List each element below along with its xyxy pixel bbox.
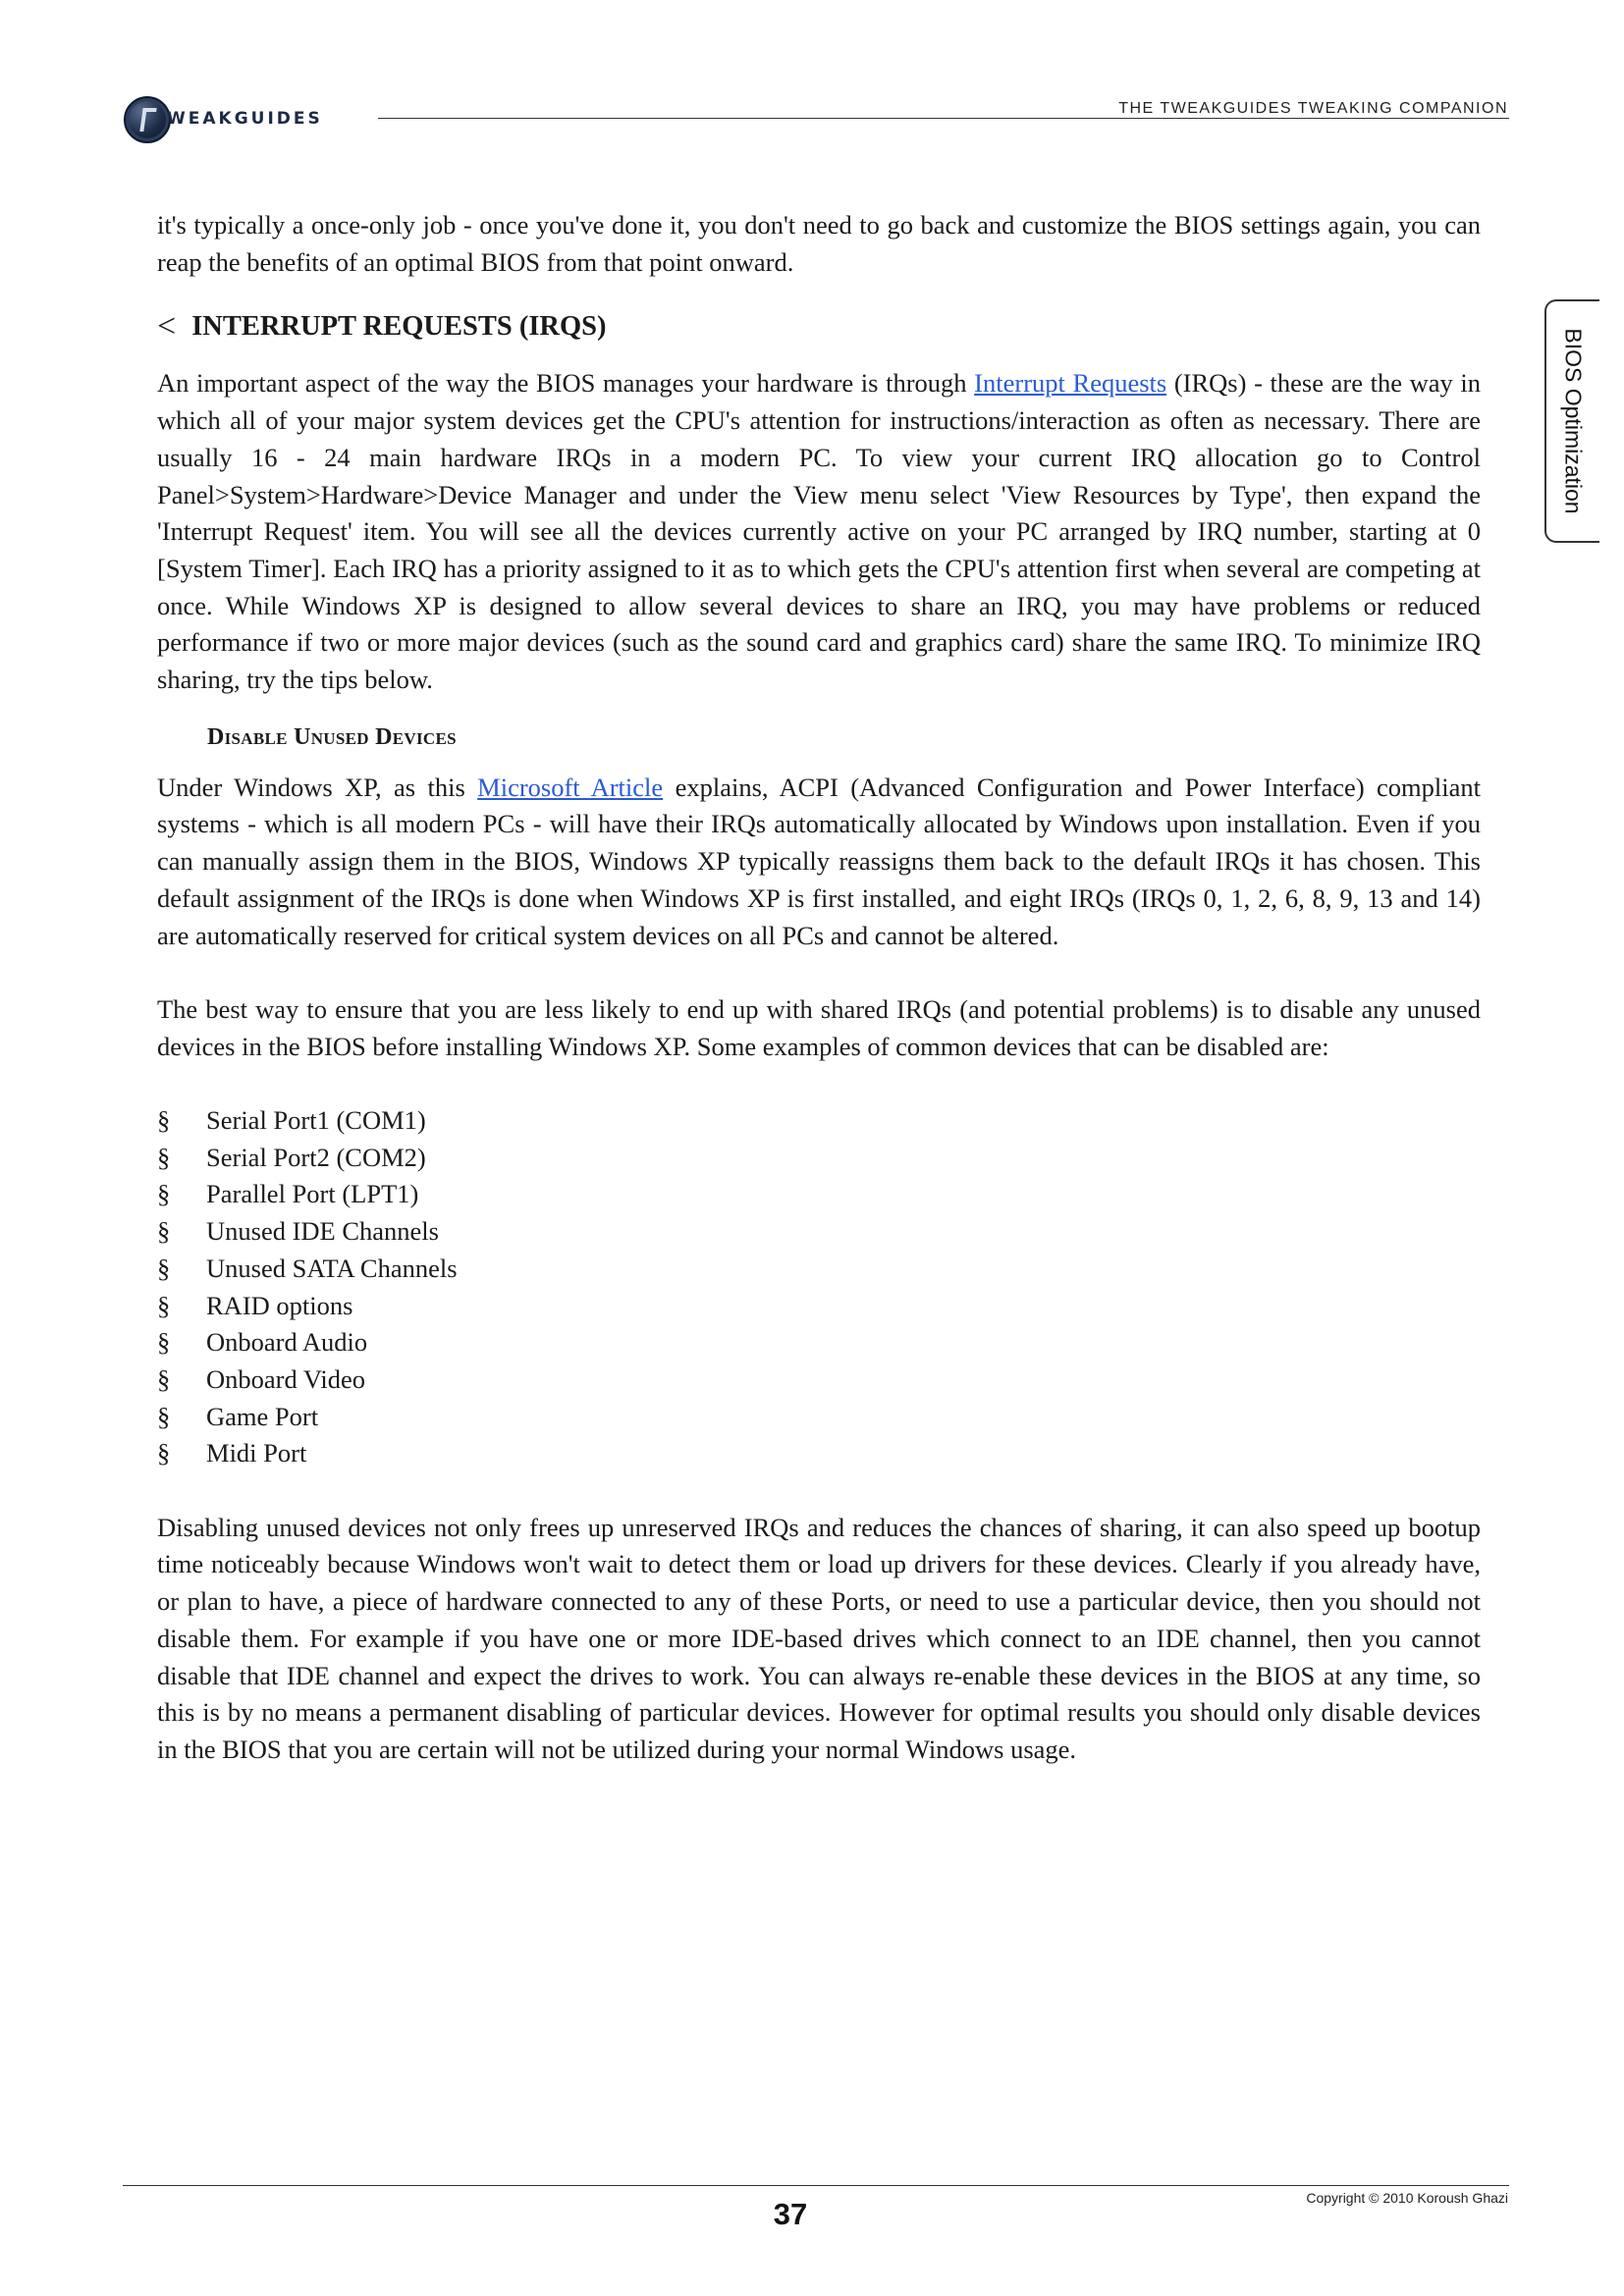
- device-list-item-label: Serial Port1 (COM1): [206, 1105, 426, 1136]
- device-list-item-label: Onboard Video: [206, 1363, 366, 1394]
- bullet-marker-icon: §: [157, 1290, 171, 1320]
- irq-paragraph-text-end: (IRQs) - these are the way in which all of your major system devices get the CPU's attention for instructions/interaction as often as necessary. There are usually 16 - 24 main hardware IRQs in a modern PC. To view your current IRQ allocation go to Control Panel>System>Hardware>Device Manager and under the View menu select 'View Resources by Type', then expand the 'Interrupt Request' item. You will see all the devices currently active on your PC arranged by IRQ number, starting at 0 [System Timer]. Each IRQ has a priority assigned to it as to which gets the CPU's attention first when several are competing at once. While Windows XP is designed to allow several devices to share an IRQ, you may have problems or reduced performance if two or more major devices (such as the sound card and graphics card) share the same IRQ. To minimize IRQ sharing, try the tips below.: [157, 368, 1481, 695]
- device-list-item: [157, 1213, 1481, 1251]
- device-list-item-label: Onboard Audio: [206, 1327, 368, 1358]
- device-list-item-label: Parallel Port (LPT1): [206, 1179, 419, 1209]
- bullet-marker-icon: §: [157, 1327, 171, 1358]
- header-title: THE TWEAKGUIDES TWEAKING COMPANION: [1118, 100, 1508, 117]
- device-list-item: [157, 1324, 1481, 1362]
- device-list-item: [157, 1251, 1481, 1288]
- bullet-marker-icon: §: [157, 1253, 171, 1283]
- chapter-side-tab: [1544, 299, 1599, 543]
- bullet-marker-icon: §: [157, 1105, 171, 1136]
- intro-paragraph: it's typically a once-only job - once you've done it, you don't need to go back and customize the BIOS settings again, you can reap the benefits of an optimal BIOS from that point onward.: [157, 210, 1481, 277]
- copyright-notice: Copyright © 2010 Koroush Ghazi: [1306, 2190, 1508, 2206]
- device-list-item: [157, 1140, 1481, 1177]
- bullet-marker-icon: §: [157, 1142, 171, 1172]
- bullet-marker-icon: §: [157, 1401, 171, 1431]
- acpi-paragraph-text-end: explains, ACPI (Advanced Configuration and Power Interface) compliant systems - which is all modern PCs - will have their IRQs automatically allocated by Windows upon installation. Even if you can manually assign them in the BIOS, Windows XP typically reassigns them back to the default IRQs it has chosen. This default assignment of the IRQs is done when Windows XP is first installed, and eight IRQs (IRQs 0, 1, 2, 6, 8, 9, 13 and 14) are automatically reserved for critical system devices on all PCs and cannot be altered.: [157, 772, 1482, 950]
- device-list-item: [157, 1362, 1481, 1399]
- logo-emblem-icon: [124, 96, 171, 143]
- benefits-paragraph: Disabling unused devices not only frees up unreserved IRQs and reduces the chances of sharing, it can also speed up bootup time noticeably because Windows won't wait to detect them or load up drivers for these devices. Clearly if you already have, or plan to have, a piece of hardware connected to any of these Ports, or need to use a particular device, then you should not disable them. For example if you have one or more IDE-based drives which connect to an IDE channel, then you cannot disable that IDE channel and expect the drives to work. You can always re-enable these devices in the BIOS at any time, so this is by no means a permanent disabling of particular devices. However for optimal results you should only disable devices in the BIOS that you are certain will not be utilized during your normal Windows usage.: [157, 1512, 1481, 1764]
- device-list: [157, 1102, 1481, 1472]
- microsoft-article-link[interactable]: Microsoft Article: [477, 772, 664, 802]
- header-rule: [378, 118, 1509, 119]
- subsection-heading: Disable Unused Devices: [207, 723, 457, 750]
- section-heading-text: INTERRUPT REQUESTS (IRQS): [191, 311, 607, 343]
- device-list-item: [157, 1102, 1481, 1140]
- device-list-item: [157, 1435, 1481, 1472]
- bullet-marker-icon: §: [157, 1438, 171, 1468]
- tweakguides-logo: [124, 96, 359, 145]
- bullet-marker-icon: §: [157, 1179, 171, 1209]
- page-content: [157, 207, 1481, 1769]
- bullet-marker-icon: §: [157, 1216, 171, 1247]
- device-list-item-label: Unused IDE Channels: [206, 1216, 439, 1247]
- device-list-item-label: Unused SATA Channels: [206, 1253, 458, 1283]
- section-marker-icon: <: [157, 308, 177, 346]
- device-list-item: [157, 1176, 1481, 1213]
- section-heading: [157, 307, 1481, 347]
- bullet-marker-icon: §: [157, 1363, 171, 1394]
- disable-devices-paragraph: The best way to ensure that you are less likely to end up with shared IRQs (and potential problems) is to disable any unused devices in the BIOS before installing Windows XP. Some examples of common devices that can be disabled are:: [157, 993, 1481, 1061]
- logo-text: WEAKGUIDES: [167, 109, 323, 129]
- acpi-paragraph: [157, 770, 1481, 955]
- device-list-item: [157, 1288, 1481, 1325]
- device-list-item: [157, 1399, 1481, 1436]
- chapter-side-tab-label: BIOS Optimization: [1560, 328, 1587, 514]
- interrupt-requests-link[interactable]: Interrupt Requests: [974, 368, 1167, 399]
- acpi-paragraph-text-start: Under Windows XP, as this: [157, 772, 478, 802]
- irq-paragraph-text-start: An important aspect of the way the BIOS manages your hardware is through: [157, 368, 975, 399]
- page-number: 37: [773, 2197, 808, 2231]
- irq-paragraph: [157, 365, 1481, 698]
- device-list-item-label: RAID options: [206, 1290, 353, 1320]
- device-list-item-label: Game Port: [206, 1401, 319, 1431]
- device-list-item-label: Serial Port2 (COM2): [206, 1142, 426, 1172]
- footer-rule: [123, 2185, 1509, 2186]
- device-list-item-label: Midi Port: [206, 1438, 307, 1468]
